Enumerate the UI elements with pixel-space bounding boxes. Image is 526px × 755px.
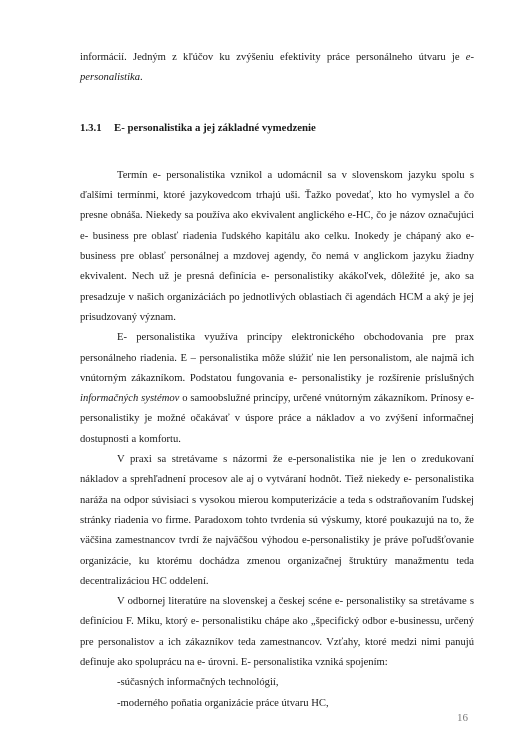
list-item: -súčasných informačných technológií, (117, 677, 279, 689)
section-number: 1.3.1 (80, 121, 102, 134)
paragraph-3: V praxi sa stretávame s názormi že e-personalistika nie je len o zredukovaní nákladov a sprehľadnení procesov ale aj o vytváraní hodnôt. Tiež niekedy e- personalistika naráža na odpor súvisiaci s vysokou mierou komputerizácie a teda s odstraňovaním ľudskej stránky riadenia vo firme. Paradoxom tohto tvrdenia sú výskumy, ktoré poukazujú na to, že väčšina zamestnancov tvrdí že najväčšou výhodou e-personalistiky je práve poľudšťovanie organizácie, ku ktorému dochádza zmenou organizačnej štruktúry manažmentu teda decentralizáciou HC oddelení. (80, 454, 474, 587)
paragraph-2-start: E- personalistika využíva princípy elektronického obchodovania pre prax personálneho riadenia. E – personalistika môže slúžiť nie len personalistom, ale najmä ich vnútorným zákazníkom. Podstatou fungovania e- personalistiky je rozšírenie príslušných (80, 332, 474, 384)
paragraph-4: V odbornej literatúre na slovenskej a českej scéne e- personalistiky sa stretávame s definíciou F. Miku, ktorý e- personalistiku chápe ako „špecifický odbor e-businessu, určený pre personalistov a ich zákazníkov teda zamestnancov. Vzťahy, ktoré medzi nimi panujú definuje ako spoluprácu na e- úrovni. E- personalistika vzniká spojením: (80, 596, 474, 669)
intro-text: informácií. Jedným z kľúčov ku zvýšeniu efektivity práce personálneho útvaru je (80, 52, 466, 63)
paragraph-2 (80, 328, 474, 450)
section-title: E- personalistika a jej základné vymedzenie (114, 121, 316, 134)
section-heading (80, 118, 474, 138)
intro-end: . (140, 72, 143, 84)
page-number: 16 (457, 712, 468, 724)
paragraph-1: Termín e- personalistika vznikol a udomácnil sa v slovenskom jazyku spolu s ďalšími termínmi, ktoré jazykovedcom trhajú uši. Ťažko povedať, kto ho vymyslel a čo presne obnáša. Niekedy sa používa ako ekvivalent anglického e-HC, čo je názov označujúci e- business pre oblasť riadenia ľudského kapitálu ako celku. Inokedy je chápaný ako e- business pre oblasť personálnej a mzdovej agendy, čo nemá v anglickom jazyku žiadny ekvivalent. Nech už je presná definícia e- personalistiky akákoľvek, dôležité je, ako sa presadzuje v našich organizáciách po jednotlivých oblastiach či agendách HCM a aký je jej prisudzovaný význam. (80, 169, 474, 323)
page-content (80, 48, 474, 714)
paragraph-2-emphasis: informačných systémov (80, 393, 180, 405)
list-item: -moderného poňatia organizácie práce útvaru HC, (117, 697, 329, 709)
intro-paragraph (80, 48, 474, 89)
intro-emphasis: e-personalistika (80, 52, 474, 84)
paragraph-2-end: o samoobslužné princípy, určené vnútorným zákazníkom. Prínosy e- personalistiky je možné očakávať v úspore práce a nákladov a vo zvýšení informačnej dostupnosti a komfortu. (80, 393, 475, 445)
